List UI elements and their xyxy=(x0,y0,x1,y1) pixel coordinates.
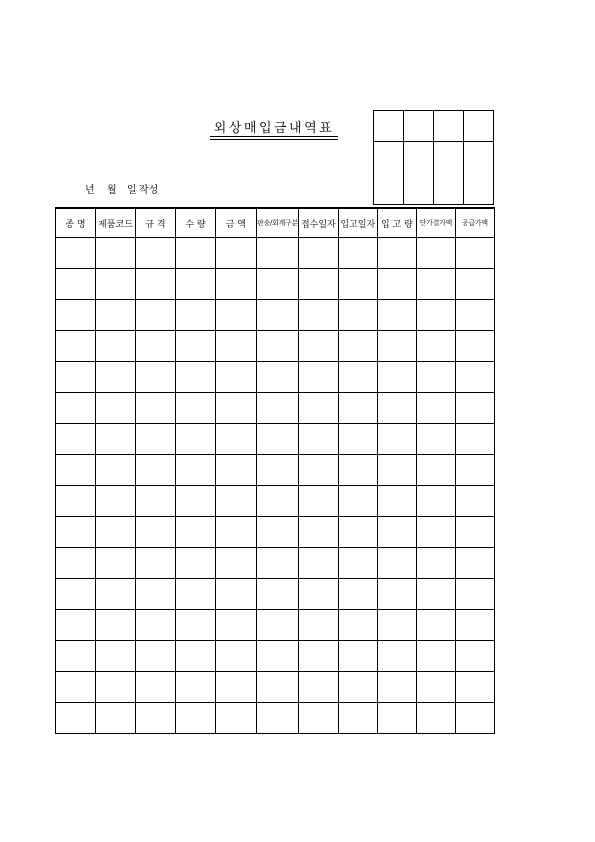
table-cell[interactable] xyxy=(136,610,176,641)
header-cell: 금 액 xyxy=(216,208,257,238)
table-cell[interactable] xyxy=(136,331,176,362)
table-cell[interactable] xyxy=(377,455,416,486)
table-row xyxy=(56,269,495,300)
table-cell[interactable] xyxy=(216,238,257,269)
table-cell[interactable] xyxy=(96,238,136,269)
table-cell[interactable] xyxy=(257,517,299,548)
approval-sign-cell[interactable] xyxy=(464,142,494,205)
table-cell[interactable] xyxy=(338,548,377,579)
ledger-table xyxy=(55,207,495,734)
table-cell[interactable] xyxy=(455,424,494,455)
table-cell[interactable] xyxy=(338,362,377,393)
table-cell[interactable] xyxy=(176,548,216,579)
table-cell[interactable] xyxy=(257,362,299,393)
table-cell[interactable] xyxy=(377,548,416,579)
table-cell[interactable] xyxy=(377,517,416,548)
table-cell[interactable] xyxy=(96,641,136,672)
table-cell[interactable] xyxy=(216,517,257,548)
table-cell[interactable] xyxy=(377,486,416,517)
table-row xyxy=(56,641,495,672)
table-cell[interactable] xyxy=(136,672,176,703)
table-cell[interactable] xyxy=(216,455,257,486)
month-label: 월 xyxy=(107,185,117,196)
table-cell[interactable] xyxy=(176,610,216,641)
table-row xyxy=(56,486,495,517)
table-cell[interactable] xyxy=(455,610,494,641)
table-cell[interactable] xyxy=(455,579,494,610)
table-cell[interactable] xyxy=(377,393,416,424)
header-cell: 제품코드 xyxy=(96,208,136,238)
table-cell[interactable] xyxy=(455,703,494,734)
table-cell[interactable] xyxy=(416,486,455,517)
table-cell[interactable] xyxy=(176,486,216,517)
table-cell[interactable] xyxy=(176,331,216,362)
table-cell[interactable] xyxy=(216,269,257,300)
page-title: 외상매입금내역표 xyxy=(213,121,335,136)
table-cell[interactable] xyxy=(136,238,176,269)
table-cell[interactable] xyxy=(455,672,494,703)
table-cell[interactable] xyxy=(176,579,216,610)
table-cell[interactable] xyxy=(416,517,455,548)
table-cell[interactable] xyxy=(96,672,136,703)
table-cell[interactable] xyxy=(416,269,455,300)
table-cell[interactable] xyxy=(136,393,176,424)
table-cell[interactable] xyxy=(298,331,338,362)
table-cell[interactable] xyxy=(338,517,377,548)
title-underline xyxy=(210,136,338,137)
table-cell[interactable] xyxy=(136,703,176,734)
table-cell[interactable] xyxy=(96,579,136,610)
table-cell[interactable] xyxy=(216,672,257,703)
table-row xyxy=(56,455,495,486)
table-cell[interactable] xyxy=(338,610,377,641)
table-cell[interactable] xyxy=(338,424,377,455)
table-cell[interactable] xyxy=(298,672,338,703)
table-row xyxy=(56,331,495,362)
table-cell[interactable] xyxy=(136,548,176,579)
table-cell[interactable] xyxy=(416,579,455,610)
table-cell[interactable] xyxy=(176,269,216,300)
table-cell[interactable] xyxy=(455,362,494,393)
table-cell[interactable] xyxy=(96,424,136,455)
table-cell[interactable] xyxy=(338,703,377,734)
approval-title-cell[interactable] xyxy=(464,111,494,142)
table-cell[interactable] xyxy=(216,610,257,641)
table-cell[interactable] xyxy=(176,641,216,672)
table-cell[interactable] xyxy=(56,579,96,610)
table-cell[interactable] xyxy=(338,579,377,610)
approval-title-cell[interactable] xyxy=(404,111,434,142)
table-cell[interactable] xyxy=(56,610,96,641)
table-cell[interactable] xyxy=(455,455,494,486)
table-cell[interactable] xyxy=(176,238,216,269)
table-cell[interactable] xyxy=(377,362,416,393)
table-cell[interactable] xyxy=(455,393,494,424)
table-cell[interactable] xyxy=(416,641,455,672)
table-cell[interactable] xyxy=(257,238,299,269)
table-cell[interactable] xyxy=(257,641,299,672)
table-cell[interactable] xyxy=(56,362,96,393)
table-row xyxy=(56,672,495,703)
table-cell[interactable] xyxy=(96,703,136,734)
approval-title-cell[interactable] xyxy=(374,111,404,142)
table-cell[interactable] xyxy=(377,610,416,641)
header-cell: 접수일자 xyxy=(298,208,338,238)
table-row xyxy=(56,300,495,331)
table-cell[interactable] xyxy=(96,300,136,331)
table-cell[interactable] xyxy=(416,672,455,703)
table-cell[interactable] xyxy=(136,455,176,486)
table-cell[interactable] xyxy=(298,579,338,610)
approval-sign-cell[interactable] xyxy=(434,142,464,205)
table-body xyxy=(56,238,495,734)
table-cell[interactable] xyxy=(216,579,257,610)
table-cell[interactable] xyxy=(257,269,299,300)
table-cell[interactable] xyxy=(338,393,377,424)
table-cell[interactable] xyxy=(216,424,257,455)
table-cell[interactable] xyxy=(176,455,216,486)
table-row xyxy=(56,424,495,455)
table-cell[interactable] xyxy=(257,455,299,486)
table-cell[interactable] xyxy=(136,424,176,455)
approval-sign-cell[interactable] xyxy=(404,142,434,205)
table-cell[interactable] xyxy=(455,548,494,579)
table-cell[interactable] xyxy=(96,269,136,300)
table-cell[interactable] xyxy=(56,393,96,424)
table-cell[interactable] xyxy=(416,331,455,362)
table-cell[interactable] xyxy=(377,331,416,362)
table-cell[interactable] xyxy=(338,486,377,517)
table-cell[interactable] xyxy=(416,703,455,734)
table-cell[interactable] xyxy=(257,579,299,610)
header-cell: 공급가액 xyxy=(455,208,494,238)
table-cell[interactable] xyxy=(176,424,216,455)
table-cell[interactable] xyxy=(298,486,338,517)
table-cell[interactable] xyxy=(338,269,377,300)
table-cell[interactable] xyxy=(96,517,136,548)
table-cell[interactable] xyxy=(416,424,455,455)
table-cell[interactable] xyxy=(455,238,494,269)
title-underline xyxy=(210,139,338,140)
table-cell[interactable] xyxy=(56,486,96,517)
table-cell[interactable] xyxy=(96,393,136,424)
table-cell[interactable] xyxy=(216,703,257,734)
table-cell[interactable] xyxy=(136,641,176,672)
header-cell: 종 명 xyxy=(56,208,96,238)
table-cell[interactable] xyxy=(56,331,96,362)
year-label: 년 xyxy=(85,185,95,196)
table-cell[interactable] xyxy=(416,548,455,579)
table-row xyxy=(56,548,495,579)
table-cell[interactable] xyxy=(257,486,299,517)
table-cell[interactable] xyxy=(338,331,377,362)
table-cell[interactable] xyxy=(257,300,299,331)
table-cell[interactable] xyxy=(136,300,176,331)
table-cell[interactable] xyxy=(136,517,176,548)
table-cell[interactable] xyxy=(56,517,96,548)
table-cell[interactable] xyxy=(338,238,377,269)
table-cell[interactable] xyxy=(416,455,455,486)
table-row xyxy=(56,703,495,734)
table-cell[interactable] xyxy=(298,238,338,269)
table-cell[interactable] xyxy=(257,703,299,734)
table-cell[interactable] xyxy=(96,610,136,641)
table-row xyxy=(56,238,495,269)
table-cell[interactable] xyxy=(377,641,416,672)
table-cell[interactable] xyxy=(338,672,377,703)
header-cell: 규 격 xyxy=(136,208,176,238)
table-row xyxy=(56,517,495,548)
table-cell[interactable] xyxy=(56,424,96,455)
header-cell: 입고일자 xyxy=(338,208,377,238)
table-cell[interactable] xyxy=(298,548,338,579)
table-cell[interactable] xyxy=(257,672,299,703)
day-label: 일 xyxy=(127,185,137,196)
table-cell[interactable] xyxy=(176,517,216,548)
table-cell[interactable] xyxy=(455,269,494,300)
approval-sign-cell[interactable] xyxy=(374,142,404,205)
table-cell[interactable] xyxy=(136,579,176,610)
approval-box xyxy=(373,110,494,205)
table-cell[interactable] xyxy=(298,300,338,331)
table-cell[interactable] xyxy=(338,641,377,672)
table-cell[interactable] xyxy=(377,238,416,269)
table-cell[interactable] xyxy=(298,424,338,455)
table-cell[interactable] xyxy=(176,393,216,424)
table-cell[interactable] xyxy=(176,672,216,703)
table-row xyxy=(56,362,495,393)
header-cell: 판송/회계구분 xyxy=(257,208,299,238)
date-line xyxy=(85,181,158,196)
table-cell[interactable] xyxy=(216,300,257,331)
table-cell[interactable] xyxy=(136,269,176,300)
header-cell: 입 고 량 xyxy=(377,208,416,238)
table-cell[interactable] xyxy=(176,703,216,734)
table-cell[interactable] xyxy=(216,362,257,393)
table-row xyxy=(56,393,495,424)
table-cell[interactable] xyxy=(338,455,377,486)
table-cell[interactable] xyxy=(455,300,494,331)
table-cell[interactable] xyxy=(298,610,338,641)
table-cell[interactable] xyxy=(96,486,136,517)
table-cell[interactable] xyxy=(298,362,338,393)
header-row xyxy=(56,208,495,238)
header-cell: 단가결가액 xyxy=(416,208,455,238)
table-cell[interactable] xyxy=(377,300,416,331)
table-cell[interactable] xyxy=(257,548,299,579)
table-cell[interactable] xyxy=(455,517,494,548)
table-row xyxy=(56,610,495,641)
table-cell[interactable] xyxy=(56,641,96,672)
table-cell[interactable] xyxy=(56,703,96,734)
table-cell[interactable] xyxy=(257,610,299,641)
table-cell[interactable] xyxy=(377,269,416,300)
table-cell[interactable] xyxy=(96,455,136,486)
table-cell[interactable] xyxy=(377,579,416,610)
table-cell[interactable] xyxy=(96,362,136,393)
table-cell[interactable] xyxy=(176,362,216,393)
table-cell[interactable] xyxy=(298,703,338,734)
table-cell[interactable] xyxy=(298,269,338,300)
table-row xyxy=(56,579,495,610)
table-cell[interactable] xyxy=(136,486,176,517)
table-cell[interactable] xyxy=(416,300,455,331)
table-cell[interactable] xyxy=(216,641,257,672)
header-cell: 수 량 xyxy=(176,208,216,238)
table-cell[interactable] xyxy=(96,548,136,579)
table-cell[interactable] xyxy=(377,424,416,455)
table-cell[interactable] xyxy=(56,455,96,486)
approval-title-cell[interactable] xyxy=(434,111,464,142)
table-cell[interactable] xyxy=(216,486,257,517)
table-cell[interactable] xyxy=(298,393,338,424)
table-cell[interactable] xyxy=(455,641,494,672)
table-cell[interactable] xyxy=(298,517,338,548)
table-cell[interactable] xyxy=(56,269,96,300)
table-cell[interactable] xyxy=(216,548,257,579)
table-cell[interactable] xyxy=(298,455,338,486)
table-cell[interactable] xyxy=(257,331,299,362)
written-label: 작성 xyxy=(139,185,159,196)
table-cell[interactable] xyxy=(257,424,299,455)
table-cell[interactable] xyxy=(416,610,455,641)
table-cell[interactable] xyxy=(455,331,494,362)
table-cell[interactable] xyxy=(216,331,257,362)
table-cell[interactable] xyxy=(56,548,96,579)
table-cell[interactable] xyxy=(257,393,299,424)
table-cell[interactable] xyxy=(136,362,176,393)
table-cell[interactable] xyxy=(298,641,338,672)
table-cell[interactable] xyxy=(416,362,455,393)
table-cell[interactable] xyxy=(216,393,257,424)
table-cell[interactable] xyxy=(455,486,494,517)
table-cell[interactable] xyxy=(338,300,377,331)
table-cell[interactable] xyxy=(377,672,416,703)
table-cell[interactable] xyxy=(56,238,96,269)
table-cell[interactable] xyxy=(416,238,455,269)
table-cell[interactable] xyxy=(377,703,416,734)
table-cell[interactable] xyxy=(176,300,216,331)
table-cell[interactable] xyxy=(96,331,136,362)
table-cell[interactable] xyxy=(56,672,96,703)
table-cell[interactable] xyxy=(56,300,96,331)
table-cell[interactable] xyxy=(416,393,455,424)
